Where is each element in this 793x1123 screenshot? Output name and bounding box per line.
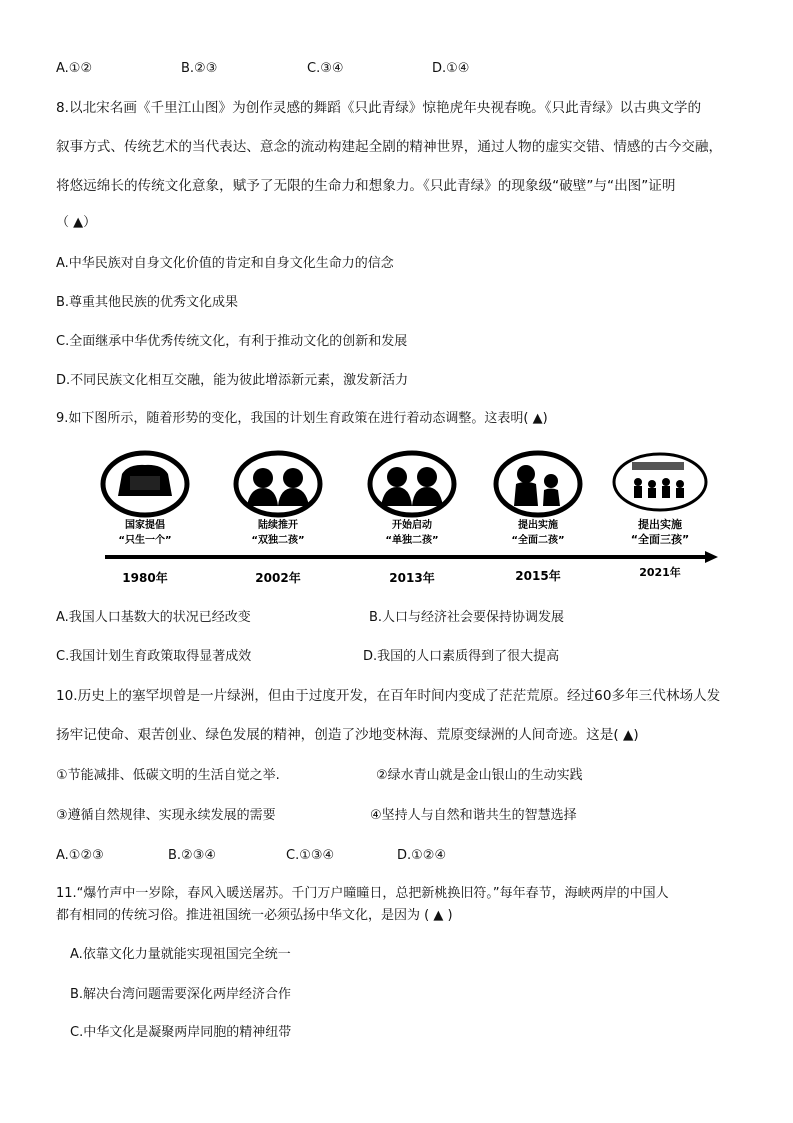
q10-statement-2: ②绿水青山就是金山银山的生动实践 — [376, 768, 583, 783]
q8-option-c: C.全面继承中华优秀传统文化，有利于推动文化的创新和发展 — [56, 334, 408, 349]
q8-stem-line-2: 叙事方式、传统艺术的当代表达、意念的流动构建起全剧的精神世界，通过人物的虚实交错、情感的古今交融， — [56, 139, 723, 155]
population-policy-timeline — [100, 448, 720, 588]
icon-2015 — [496, 453, 580, 515]
caption-2002-line1: 陆续推开 — [258, 520, 298, 531]
q7-option-d: D.①④ — [432, 61, 470, 76]
caption-2015-line1: 提出实施 — [518, 520, 558, 531]
q7-option-b: B.②③ — [181, 61, 218, 76]
icon-2002 — [236, 453, 320, 515]
q9-option-b: B.人口与经济社会要保持协调发展 — [369, 610, 565, 625]
q10-statement-4: ④坚持人与自然和谐共生的智慧选择 — [370, 808, 577, 823]
year-2002: 2002年 — [255, 571, 301, 585]
q10-options — [0, 847, 793, 865]
q11-stem-line-1: 11.“爆竹声中一岁除，春风入暖送屠苏。千门万户曈曈日，总把新桃换旧符。”每年春节，海峡两岸的中国人 — [56, 886, 669, 901]
q7-option-c: C.③④ — [307, 61, 344, 76]
q10-option-d: D.①②④ — [397, 848, 447, 863]
caption-2013-line1: 开始启动 — [392, 520, 432, 531]
q10-option-a: A.①②③ — [56, 848, 104, 863]
q8-option-a: A.中华民族对自身文化价值的肯定和自身文化生命力的信念 — [56, 256, 394, 271]
q9-option-a: A.我国人口基数大的状况已经改变 — [56, 610, 251, 625]
icon-2013 — [370, 453, 454, 515]
q10-option-b: B.②③④ — [168, 848, 217, 863]
q8-stem-line-1: 8.以北宋名画《千里江山图》为创作灵感的舞蹈《只此青绿》惊艳虎年央视春晚。《只此青绿》以古典文学的 — [56, 100, 702, 116]
q11-option-b: B.解决台湾问题需要深化两岸经济合作 — [70, 987, 292, 1002]
caption-1980-line2: “只生一个” — [118, 535, 172, 546]
caption-1980-line1: 国家提倡 — [125, 520, 165, 531]
icon-1980 — [103, 453, 187, 515]
q11-stem-line-2: 都有相同的传统习俗。推进祖国统一必须弘扬中华文化，是因为 ( ▲ ) — [56, 908, 453, 923]
q9-option-d: D.我国的人口素质得到了很大提高 — [363, 649, 560, 664]
q8-option-b: B.尊重其他民族的优秀文化成果 — [56, 295, 239, 310]
timeline-arrowhead — [705, 551, 718, 563]
q9-stem: 9.如下图所示，随着形势的变化，我国的计划生育政策在进行着动态调整。这表明( ▲) — [56, 411, 548, 426]
caption-2013-line2: “单独二孩” — [385, 535, 439, 546]
q7-option-a: A.①② — [56, 61, 93, 76]
q8-option-d: D.不同民族文化相互交融，能为彼此增添新元素，激发新活力 — [56, 373, 409, 388]
q10-option-c: C.①③④ — [286, 848, 335, 863]
q10-statement-3: ③遵循自然规律、实现永续发展的需要 — [56, 808, 276, 823]
q11-option-c: C.中华文化是凝聚两岸同胞的精神纽带 — [70, 1025, 292, 1040]
year-1980: 1980年 — [122, 571, 168, 585]
q8-answer-blank: （ ▲） — [56, 215, 97, 230]
q10-statement-1: ①节能减排、低碳文明的生活自觉之举. — [56, 768, 280, 783]
caption-2021-line2: “全面三孩” — [630, 533, 690, 546]
year-2021: 2021年 — [639, 566, 681, 579]
q9-option-c: C.我国计划生育政策取得显著成效 — [56, 649, 252, 664]
year-2015: 2015年 — [515, 569, 561, 583]
q10-stem-line-1: 10.历史上的塞罕坝曾是一片绿洲，但由于过度开发，在百年时间内变成了茫茫荒原。经过60多年三代林场人发 — [56, 688, 721, 704]
caption-2015-line2: “全面二孩” — [511, 535, 565, 546]
q7-options — [0, 60, 793, 78]
caption-2021-line1: 提出实施 — [638, 518, 682, 531]
caption-2002-line2: “双独二孩” — [251, 535, 305, 546]
icon-2021 — [614, 454, 706, 510]
q10-stem-line-2: 扬牢记使命、艰苦创业、绿色发展的精神，创造了沙地变林海、荒原变绿洲的人间奇迹。这是( ▲) — [56, 727, 639, 743]
year-2013: 2013年 — [389, 571, 435, 585]
q8-stem-line-3: 将悠远绵长的传统文化意象，赋予了无限的生命力和想象力。《只此青绿》的现象级“破壁”与“出图”证明 — [56, 178, 676, 194]
q11-option-a: A.依靠文化力量就能实现祖国完全统一 — [70, 947, 291, 962]
